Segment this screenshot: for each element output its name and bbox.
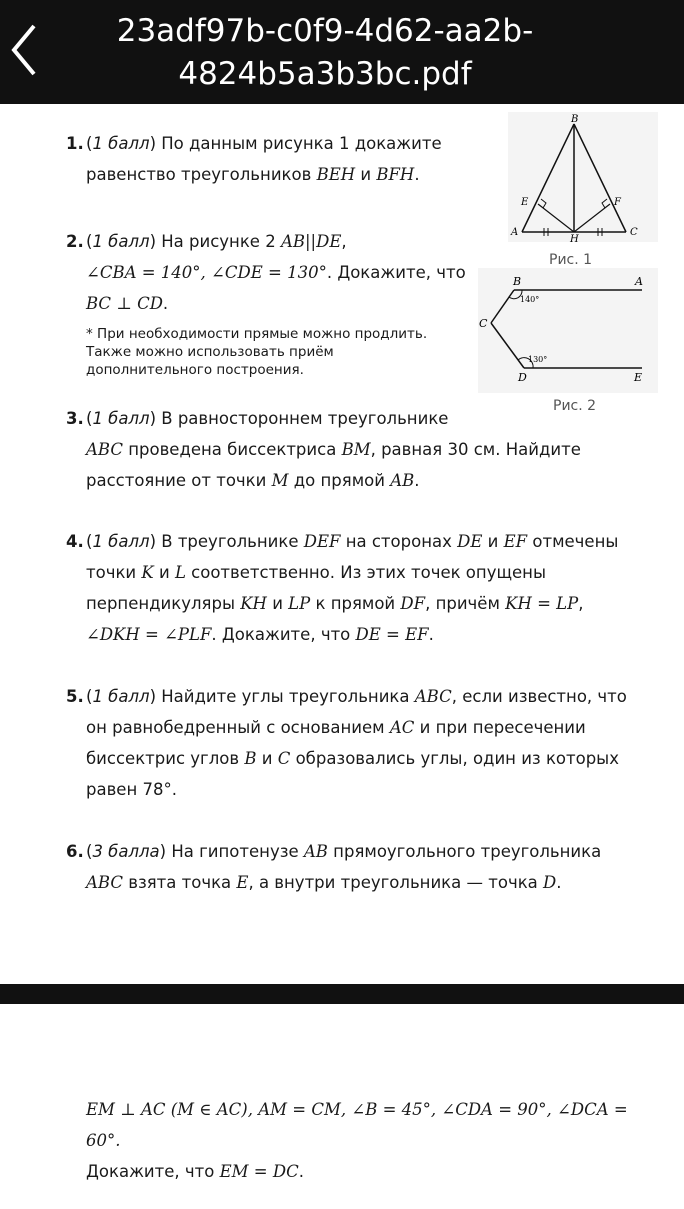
page-separator: [0, 984, 684, 1004]
task-points: 1 балл: [92, 409, 150, 428]
task-2: 2. (1 балл) На рисунке 2 AB||DE, ∠CBA = 140°, ∠CDE = 130°. Докажите, что BC ⊥ CD. * При необходимости прямые можно продлить. Также можно использовать приём дополнительного построения.: [66, 226, 466, 379]
top-bar: [0, 0, 684, 104]
fig1-label-c: C: [630, 227, 638, 238]
fig2-angle-130: 130°: [528, 355, 548, 364]
task-6: 6. (3 балла) На гипотенузе AB прямоугольного треугольника ABC взята точка E, а внутри треугольника — точка D.: [66, 836, 646, 898]
fig2-label-a: A: [635, 275, 643, 288]
task-number: 2.: [66, 232, 84, 251]
figure-2-parallel-lines: [478, 268, 658, 393]
task-points: 1 балл: [92, 687, 150, 706]
task-points: 1 балл: [92, 232, 150, 251]
fig2-label-e: E: [634, 371, 643, 384]
task-number: 4.: [66, 532, 84, 551]
task-points: 3 балла: [92, 842, 160, 861]
task-2-note: * При необходимости прямые можно продлить. Также можно использовать приём дополнительного построения.: [86, 326, 428, 378]
task-points: 1 балл: [92, 134, 150, 153]
task-6-continuation: EM ⊥ AC (M ∈ AC), AM = CM, ∠B = 45°, ∠CDA = 90°, ∠DCA = 60°. Докажите, что EM = DC.: [86, 1100, 628, 1181]
fig1-label-b: B: [571, 114, 579, 125]
task-points: 1 балл: [92, 532, 150, 551]
back-button[interactable]: [6, 22, 46, 78]
fig2-label-c: C: [479, 317, 488, 330]
document-page-2: [0, 1004, 684, 1209]
fig2-label-b: B: [513, 275, 522, 288]
task-4: 4. (1 балл) В треугольнике DEF на сторонах DE и EF отмечены точки K и L соответственно. Из этих точек опущены перпендикуляры KH и LP к прямой DF, причём KH = LP, ∠DKH = ∠PLF. Докажите, что DE = EF.: [66, 526, 646, 650]
document-page-1: [0, 104, 684, 984]
task-3: 3. (1 балл) В равностороннем треугольнике ABC проведена биссектриса BM, равная 30 см. Найдите расстояние от точки M до прямой AB.: [66, 403, 626, 496]
chevron-left-icon: [6, 22, 46, 78]
fig1-label-a: A: [511, 227, 519, 238]
figure-1-caption: Рис. 1: [549, 252, 593, 268]
task-1: 1. (1 балл) По данным рисунка 1 докажите равенство треугольников BEH и BFH.: [66, 128, 486, 190]
figure-1-triangle: [508, 112, 658, 242]
fig1-label-e: E: [521, 197, 529, 208]
task-number: 5.: [66, 687, 84, 706]
document-title: 23adf97b-c0f9-4d62-aa2b-4824b5a3b3bc.pdf: [116, 13, 534, 92]
fig1-label-h: H: [570, 234, 579, 242]
task-number: 1.: [66, 134, 84, 153]
figure-2-caption: Рис. 2: [553, 398, 597, 414]
task-5: 5. (1 балл) Найдите углы треугольника ABC, если известно, что он равнобедренный с основанием AC и при пересечении биссектрис углов B и C образовались углы, один из которых равен 78°.: [66, 681, 646, 805]
fig2-angle-140: 140°: [520, 295, 540, 304]
task-number: 3.: [66, 409, 84, 428]
task-number: 6.: [66, 842, 84, 861]
fig1-label-f: F: [614, 197, 621, 208]
fig2-label-d: D: [518, 371, 527, 384]
